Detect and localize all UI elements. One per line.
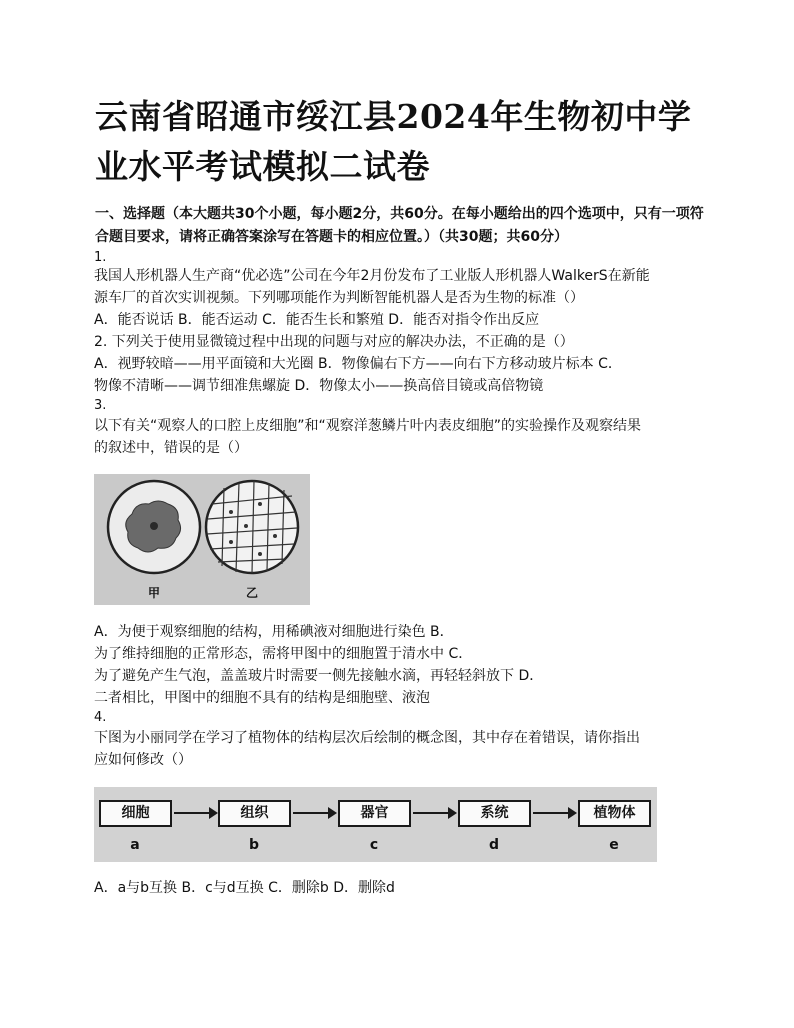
concept-letter-a: a [130,837,140,853]
figure-label-yi: 乙 [246,586,259,600]
cheek-cell-nucleus [150,522,158,530]
question-2-stem: 2. 下列关于使用显微镜过程中出现的问题与对应的解决办法，不正确的是（） [94,334,574,350]
question-3-stem-line-1: 以下有关“观察人的口腔上皮细胞”和“观察洋葱鳞片叶内表皮细胞”的实验操作及观察结果 [94,418,642,434]
question-4-stem-line-1: 下图为小丽同学在学习了植物体的结构层次后绘制的概念图，其中存在着错误，请你指出 [94,730,640,746]
concept-box-organ: 器官 [338,800,411,827]
question-4-number: 4. [94,710,107,725]
cell-diagram-svg [94,474,310,605]
concept-box-system: 系统 [458,800,531,827]
cell-microscope-figure [94,474,310,605]
question-1-stem-line-1: 我国人形机器人生产商“优必选”公司在今年2月份发布了工业版人形机器人WalkerS在新能 [94,268,650,284]
question-2-options-line-2: 物像不清晰——调节细准焦螺旋 D．物像太小——换高倍目镜或高倍物镜 [94,378,544,394]
concept-arrow-2 [293,812,335,814]
concept-box-tissue: 组织 [218,800,291,827]
question-3-number: 3. [94,398,107,413]
concept-box-plant: 植物体 [578,800,651,827]
question-3-option-c: 为了避免产生气泡，盖盖玻片时需要一侧先接触水滴，再轻轻斜放下 D． [94,668,544,684]
page-title: 云南省昭通市绥江县2024年生物初中学业水平考试模拟二试卷 [95,97,692,186]
figure-label-jia: 甲 [148,586,161,600]
question-3-option-a: A．为便于观察细胞的结构，用稀碘液对细胞进行染色 B． [94,624,454,640]
question-3-option-d: 二者相比，甲图中的细胞不具有的结构是细胞壁、液泡 [94,690,430,706]
concept-arrow-1 [174,812,216,814]
question-4-stem-line-2: 应如何修改（） [94,752,192,768]
concept-arrow-4 [533,812,575,814]
question-4-options: A．a与b互换 B．c与d互换 C．删除b D．删除d [94,880,395,896]
question-3-stem-line-2: 的叙述中，错误的是（） [94,440,248,456]
concept-letter-c: c [369,837,379,853]
concept-map-figure [94,787,657,862]
question-2-options-line-1: A．视野较暗——用平面镜和大光圈 B．物像偏右下方——向右下方移动玻片标本 C． [94,356,622,372]
concept-letter-e: e [609,837,619,853]
concept-letter-b: b [248,837,260,853]
question-1-stem-line-2: 源车厂的首次实训视频。下列哪项能作为判断智能机器人是否为生物的标准（） [94,290,584,306]
concept-arrow-3 [413,812,455,814]
question-1-options: A．能否说话 B．能否运动 C．能否生长和繁殖 D．能否对指令作出反应 [94,312,540,328]
section-heading: 一、选择题（本大题共30个小题，每小题2分，共60分。在每小题给出的四个选项中，只有一项符合题目要求，请将正确答案涂写在答题卡的相应位置。）（共30题；共60分） [95,206,704,245]
concept-letter-d: d [488,837,500,853]
concept-box-cell: 细胞 [99,800,172,827]
question-3-option-b: 为了维持细胞的正常形态，需将甲图中的细胞置于清水中 C． [94,646,473,662]
question-1-number: 1. [94,250,107,265]
